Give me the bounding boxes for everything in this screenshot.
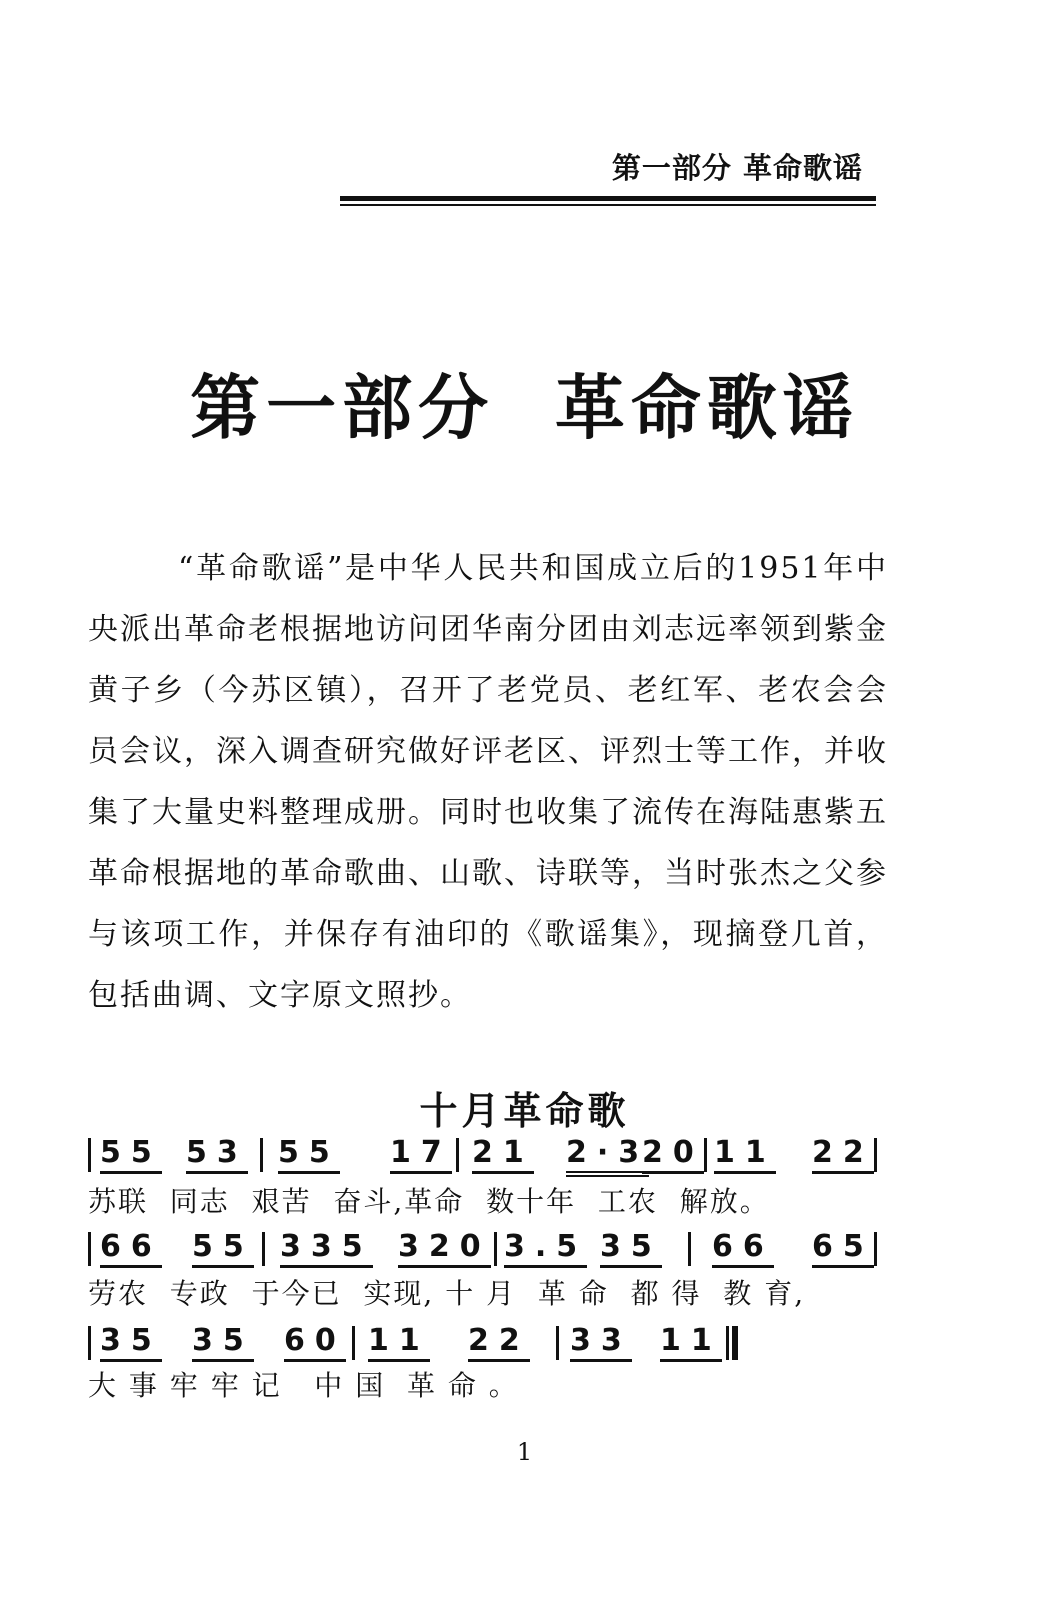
intro-paragraph: “革命歌谣”是中华人民共和国成立后的1951年中央派出革命老根据地访问团华南分团由刘志远率领到紫金黄子乡（今苏区镇），召开了老党员、老红军、老农会会员会议，深入调查研究做好评老区、评烈士等工作，并收集了大量史料整理成册。同时也收集了流传在海陆惠紫五革命根据地的革命歌曲、山歌、诗联等，当时张杰之父参与该项工作，并保存有油印的《歌谣集》，现摘登几首，包括曲调、文字原文照抄。 — [88, 551, 888, 1013]
barline — [262, 1232, 265, 1266]
barline — [352, 1326, 355, 1360]
part-title: 第一部分 革命歌谣 — [190, 366, 859, 449]
header-rule-thick — [340, 196, 876, 201]
header-rule-thin — [340, 204, 876, 206]
score-note: 22 — [468, 1324, 530, 1362]
barline — [874, 1232, 877, 1266]
score-note: 320 — [398, 1230, 491, 1268]
score-note: 35 — [100, 1324, 162, 1362]
score-note: 11 — [368, 1324, 430, 1362]
score-note: 66 — [100, 1230, 162, 1268]
score-note: 55 — [100, 1136, 162, 1174]
lyric-line-3: 大 事 牢 牢 记 中 国 革 命 。 — [88, 1369, 519, 1402]
score-note: 65 — [812, 1230, 874, 1268]
lyric-line-1: 苏联 同志 艰苦 奋斗,革命 数十年 工农 解放。 — [88, 1185, 770, 1218]
barline — [260, 1138, 263, 1172]
barline — [494, 1232, 497, 1266]
running-head: 第一部分 革命歌谣 — [611, 151, 863, 185]
score-line-3 — [88, 1324, 898, 1364]
score-note: 20 — [642, 1136, 704, 1174]
barline — [556, 1326, 559, 1360]
score-note: 335 — [280, 1230, 373, 1268]
score-note: 35 — [192, 1324, 254, 1362]
page-number: 1 — [516, 1438, 533, 1466]
score-note: 2·3 — [566, 1136, 649, 1177]
barline — [88, 1326, 91, 1360]
score-line-1 — [88, 1136, 898, 1176]
barline — [704, 1138, 707, 1172]
score-note: 33 — [570, 1324, 632, 1362]
barline — [456, 1138, 459, 1172]
score-note: 53 — [186, 1136, 248, 1174]
score-note: 35 — [600, 1230, 662, 1268]
score-note: 22 — [812, 1136, 874, 1174]
lyric-line-2: 劳农 专政 于今已 实现, 十 月 革 命 都 得 教 育, — [88, 1277, 806, 1310]
final-barline — [726, 1326, 738, 1360]
score-note: 11 — [714, 1136, 776, 1174]
score-note: 60 — [284, 1324, 346, 1362]
song-title: 十月革命歌 — [419, 1088, 630, 1133]
barline — [688, 1232, 691, 1266]
score-note: 21 — [472, 1136, 534, 1174]
barline — [874, 1138, 877, 1172]
score-note: 11 — [660, 1324, 722, 1362]
score-note: 55 — [192, 1230, 254, 1268]
barline — [88, 1232, 91, 1266]
score-note: 55 — [278, 1136, 340, 1174]
score-note: 3.5 — [504, 1230, 587, 1268]
score-line-2 — [88, 1230, 898, 1270]
barline — [88, 1138, 91, 1172]
score-note: 17 — [390, 1136, 452, 1174]
score-note: 66 — [712, 1230, 774, 1268]
